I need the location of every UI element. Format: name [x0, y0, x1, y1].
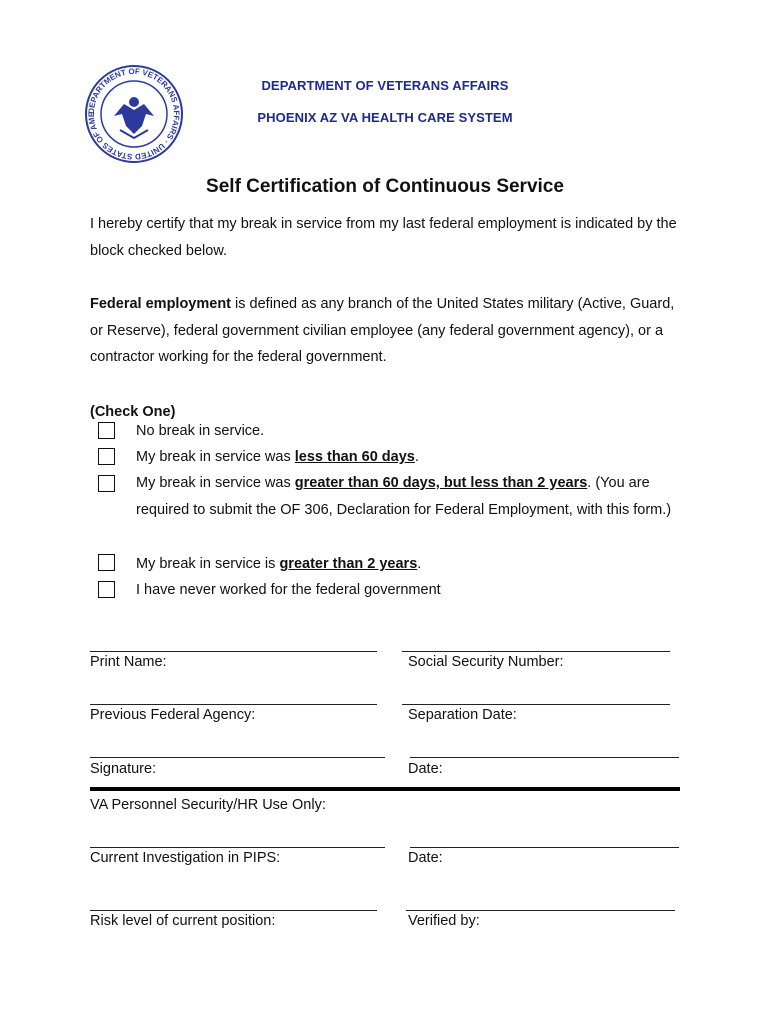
definition-text: is defined as any branch of the United States military (Active, Guard, or Reserve), federal government civilian employee (any federal government agency), or a contractor working for the federal government.	[90, 296, 675, 365]
separation-date-label: Separation Date:	[408, 707, 517, 723]
section-divider	[90, 787, 680, 791]
option-no-break-label: No break in service.	[136, 423, 265, 439]
ssn-line[interactable]	[402, 651, 670, 652]
option-never-worked-label: I have never worked for the federal government	[136, 582, 441, 598]
checkbox-greater-than-2-years[interactable]	[98, 554, 115, 571]
svg-text:DEPARTMENT OF VETERANS AFFAIRS: DEPARTMENT OF VETERANS AFFAIRS · UNITED STATES OF AME	[86, 66, 182, 162]
org-name: DEPARTMENT OF VETERANS AFFAIRS	[261, 78, 509, 93]
option-less-than-60-days-label: My break in service was less than 60 days.	[136, 449, 419, 465]
date-label: Date:	[408, 761, 443, 777]
hr-date-line[interactable]	[410, 847, 679, 848]
checkbox-no-break[interactable]	[98, 422, 115, 439]
current-investigation-line[interactable]	[90, 847, 385, 848]
intro-paragraph: I hereby certify that my break in service from my last federal employment is indicated by the block checked below.	[90, 216, 677, 259]
previous-agency-label: Previous Federal Agency:	[90, 707, 256, 723]
hr-date-label: Date:	[408, 850, 443, 866]
ssn-label: Social Security Number:	[408, 654, 564, 670]
risk-level-label: Risk level of current position:	[90, 913, 276, 929]
risk-level-line[interactable]	[90, 910, 377, 911]
checkbox-less-than-60-days[interactable]	[98, 448, 115, 465]
verified-by-label: Verified by:	[408, 913, 480, 929]
signature-label: Signature:	[90, 761, 157, 777]
document-title: Self Certification of Continuous Service	[206, 176, 564, 197]
hr-use-only-heading: VA Personnel Security/HR Use Only:	[90, 797, 326, 813]
option-greater-than-2-years-label: My break in service is greater than 2 years.	[136, 556, 422, 572]
date-line[interactable]	[410, 757, 679, 758]
check-one-heading: (Check One)	[90, 404, 176, 420]
verified-by-line[interactable]	[406, 910, 675, 911]
separation-date-line[interactable]	[402, 704, 670, 705]
option-60-days-to-2-years-label: My break in service was greater than 60 days, but less than 2 years. (You are required to submit the OF 306, Declaration for Federal Employment, with this form.)	[136, 475, 672, 518]
checkbox-60-days-to-2-years[interactable]	[98, 475, 115, 492]
facility-name: PHOENIX AZ VA HEALTH CARE SYSTEM	[257, 110, 513, 125]
print-name-label: Print Name:	[90, 654, 167, 670]
va-seal-logo	[84, 64, 184, 164]
definition-term: Federal employment	[90, 296, 232, 312]
print-name-line[interactable]	[90, 651, 377, 652]
signature-line[interactable]	[90, 757, 385, 758]
definition-paragraph	[90, 291, 690, 371]
checkbox-never-worked[interactable]	[98, 581, 115, 598]
current-investigation-label: Current Investigation in PIPS:	[90, 850, 281, 866]
previous-agency-line[interactable]	[90, 704, 377, 705]
